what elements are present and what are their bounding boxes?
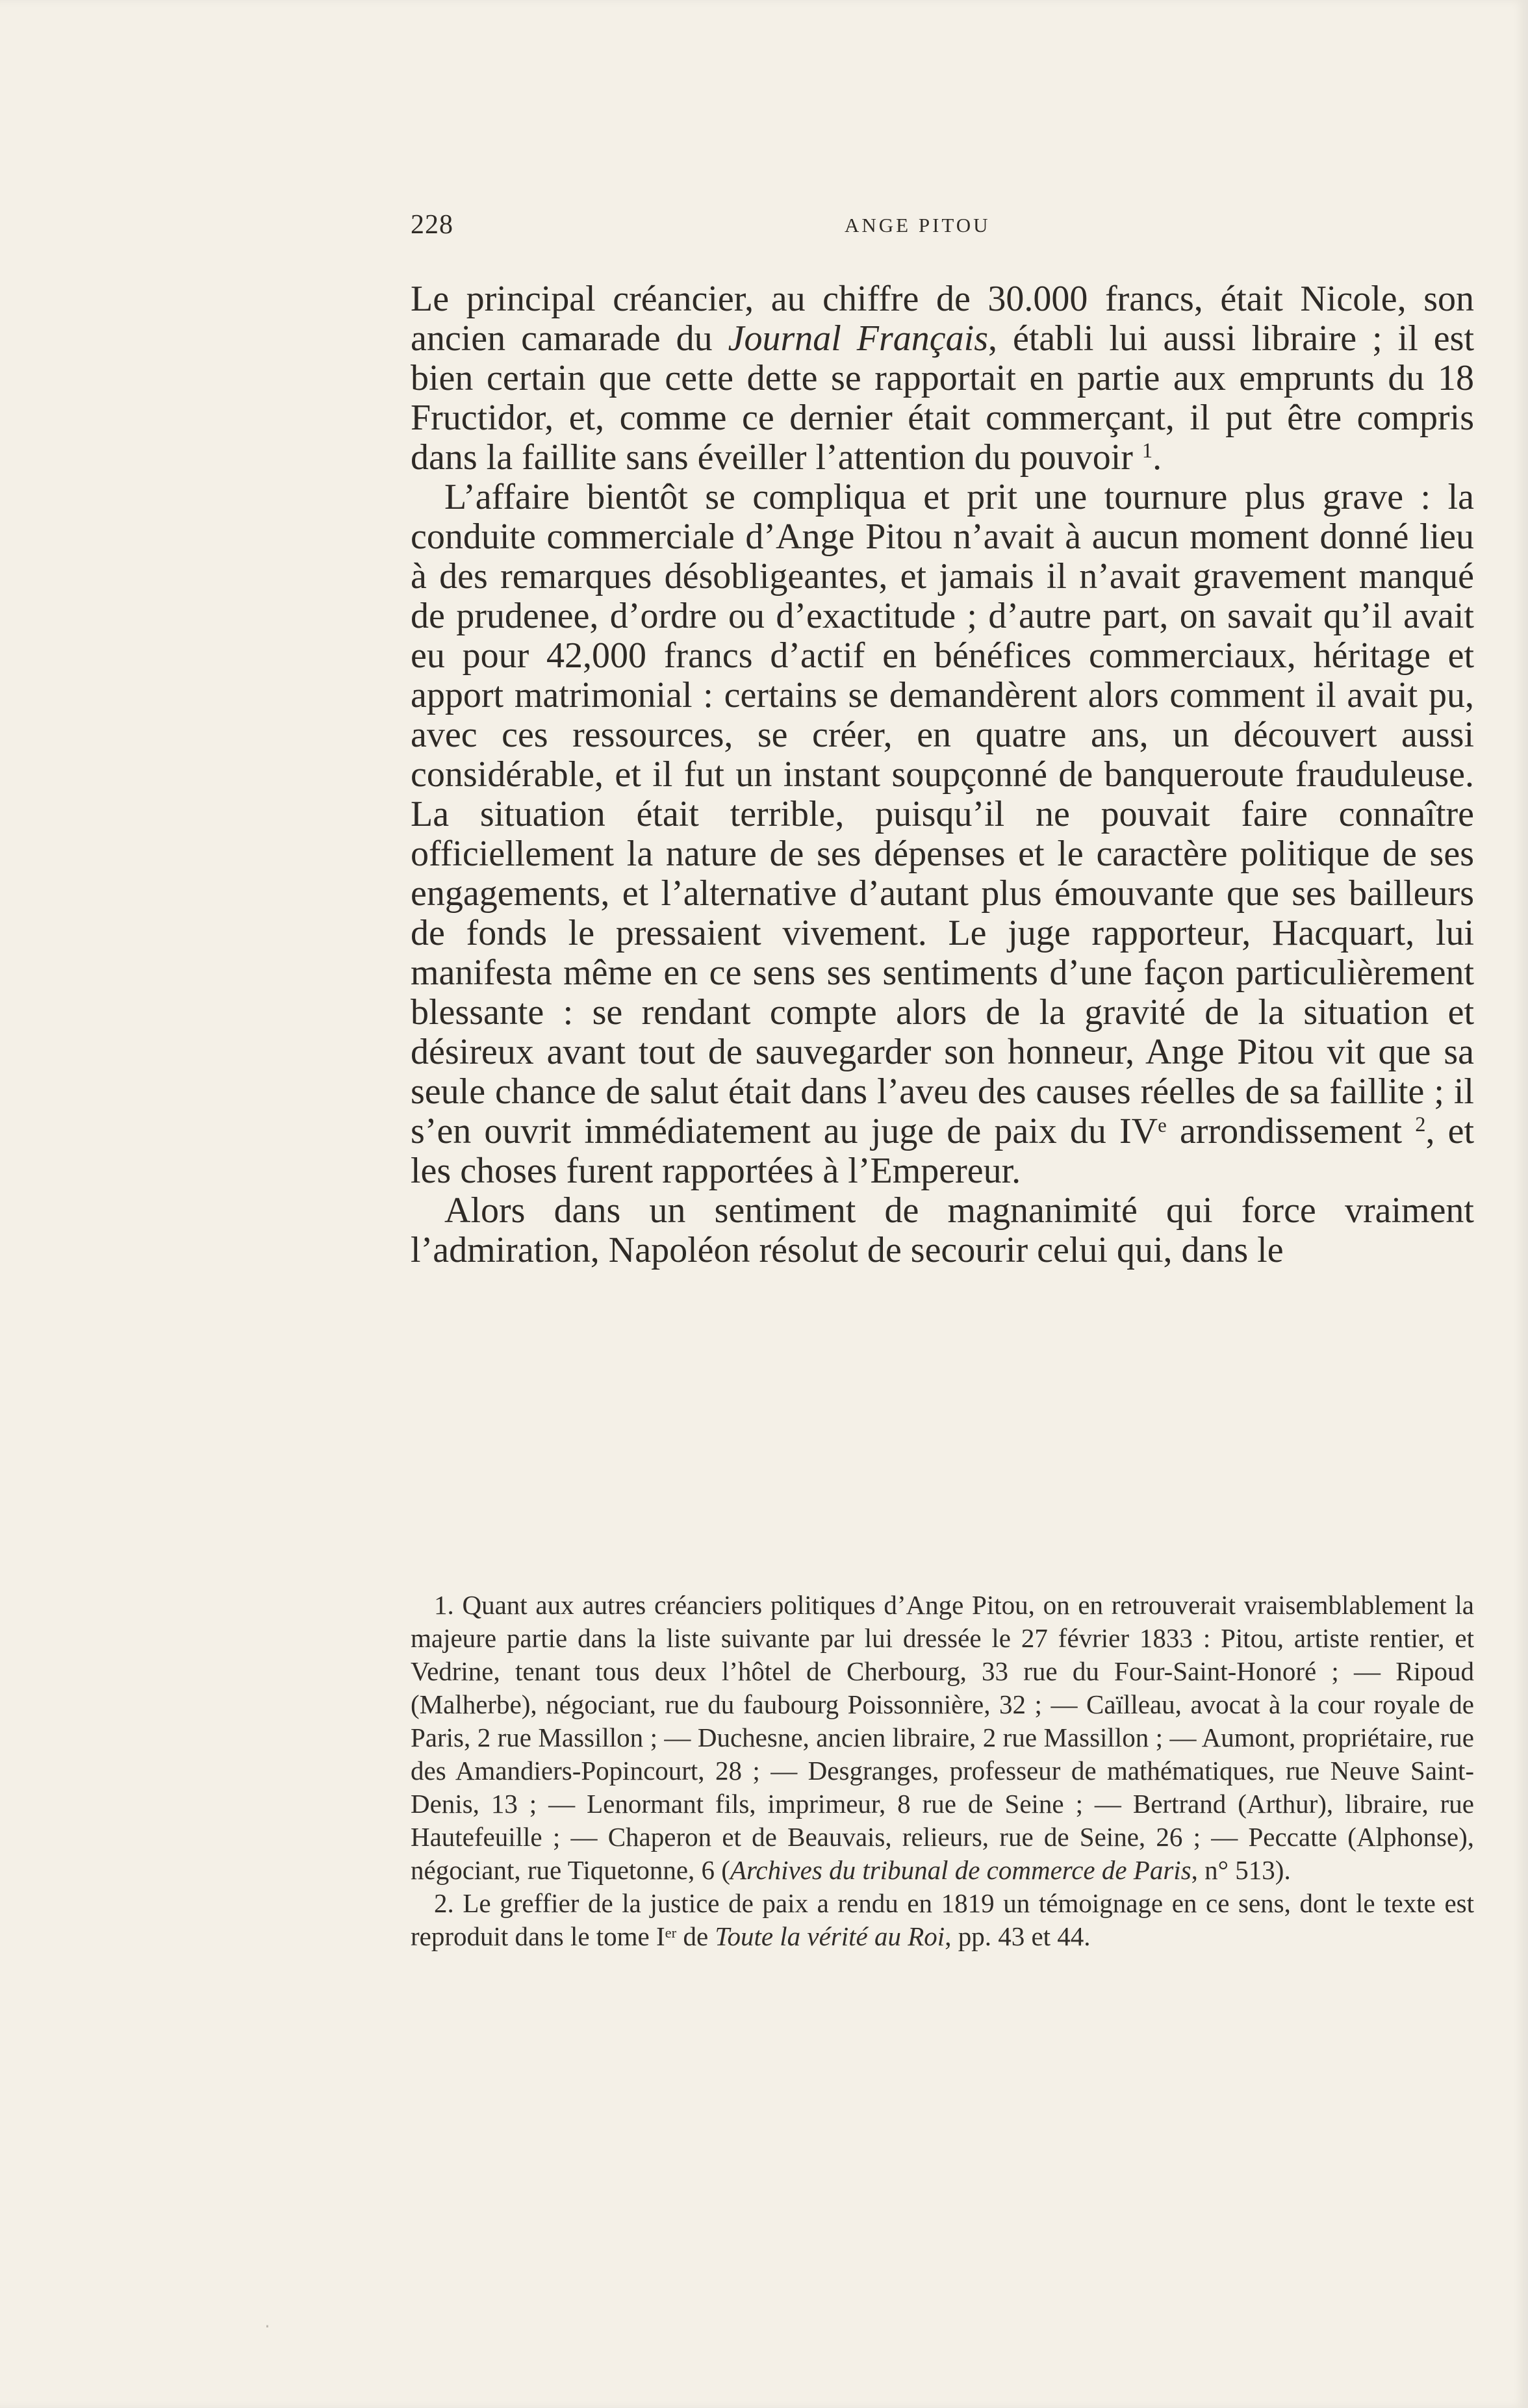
paragraph-bankruptcy xyxy=(411,478,1474,1191)
ordinal-superscript: e xyxy=(1158,1114,1167,1137)
book-title: Toute la vérité au Roi xyxy=(715,1921,945,1951)
paragraph-text: . xyxy=(1152,437,1162,478)
footnote-reference-1: 1 xyxy=(1141,439,1153,463)
paragraph-text: Le principal créancier, au chiffre de 30.000 francs, était Nicole, son ancien camarade du xyxy=(411,279,1474,359)
footnote-reference-2: 2 xyxy=(1415,1113,1426,1137)
paper-mark: · xyxy=(264,2316,270,2337)
footnote-text: de xyxy=(676,1921,715,1951)
journal-title: Journal Français xyxy=(728,318,988,359)
paragraph-text: , et les choses furent rapportées à l’Empereur. xyxy=(411,1111,1475,1191)
paragraph-text: L’affaire bientôt se compliqua et prit une tournure plus grave : la conduite commerciale d’Ange Pitou n’avait à aucun moment donné lieu à des remarques désobligeantes, et jamais il n’avait gravement manqué de prudenee, d’ordre ou d’exactitude ; d’autre part, on savait qu’il avait eu pour 42,000 francs d’actif en bénéfices commerciaux, héritage et apport matrimonial : certains se demandèrent alors comment il avait pu, avec ces ressources, se créer, en quatre ans, un découvert aussi considérable, et il fut un instant soupçonné de banqueroute frauduleuse. La situation était terrible, puisqu’il ne pouvait faire connaître officiellement la nature de ses dépenses et le caractère politique de ses engagements, et l’alternative d’autant plus émouvante que ses bailleurs de fonds le pressaient vivement. Le juge rapporteur, Hacquart, lui manifesta même en ce sens ses sentiments d’une façon particulièrement blessante : se rendant compte alors de la gravité de la situation et désireux avant tout de sauvegarder son honneur, Ange Pitou vit que sa seule chance de salut était dans l’aveu des causes réelles de sa faillite ; il s’en ouvrit immédiatement au juge de paix du IV xyxy=(411,477,1474,1151)
footnotes xyxy=(411,1589,1474,1953)
footnote-text: , pp. 43 et 44. xyxy=(945,1921,1091,1951)
footnote-text: , n° 513). xyxy=(1191,1855,1291,1885)
paragraph-text: arrondissement xyxy=(1166,1111,1416,1151)
page-number: 228 xyxy=(411,210,453,240)
running-head xyxy=(411,209,1024,256)
paragraph-creditor xyxy=(411,279,1474,478)
footnote-2 xyxy=(411,1887,1474,1953)
paragraph-text: , établi lui aussi libraire ; il est bien certain que cette dette se rapportait en partie aux emprunts du 18 Fructidor, et, comme ce dernier était commerçant, il put être compris dans la faillite sans éveiller l’attention du pouvoir xyxy=(411,318,1475,478)
ordinal-superscript: er xyxy=(665,1924,677,1941)
paragraph-napoleon: Alors dans un sentiment de magnanimité qui force vraiment l’admiration, Napoléon résolut de secourir celui qui, dans le xyxy=(411,1190,1474,1270)
footnote-text: 1. Quant aux autres créanciers politiques d’Ange Pitou, on en retrouverait vraisemblablement la majeure partie dans la liste suivante par lui dressée le 27 février 1833 : Pitou, artiste rentier, et Vedrine, tenant tous deux l’hôtel de Cherbourg, 33 rue du Four-Saint-Honoré ; — Ripoud (Malherbe), négociant, rue du faubourg Poissonnière, 32 ; — Caïlleau, avocat à la cour royale de Paris, 2 rue Massillon ; — Duchesne, ancien libraire, 2 rue Massillon ; — Aumont, propriétaire, rue des Amandiers-Popincourt, 28 ; — Desgranges, professeur de mathématiques, rue Neuve Saint-Denis, 13 ; — Lenormant fils, imprimeur, 8 rue de Seine ; — Bertrand (Arthur), libraire, rue Hautefeuille ; — Chaperon et de Beauvais, relieurs, rue de Seine, 26 ; — Peccatte (Alphonse), négociant, rue Tiquetonne, 6 ( xyxy=(411,1590,1474,1885)
running-title: ANGE PITOU xyxy=(845,214,991,237)
footnote-1 xyxy=(411,1589,1474,1887)
main-text xyxy=(411,279,1474,1270)
footnote-text: 2. Le greffier de la justice de paix a rendu en 1819 un témoignage en ce sens, dont le texte est reproduit dans le tome I xyxy=(411,1888,1474,1951)
archive-source-title: Archives du tribunal de commerce de Paris xyxy=(730,1855,1191,1885)
